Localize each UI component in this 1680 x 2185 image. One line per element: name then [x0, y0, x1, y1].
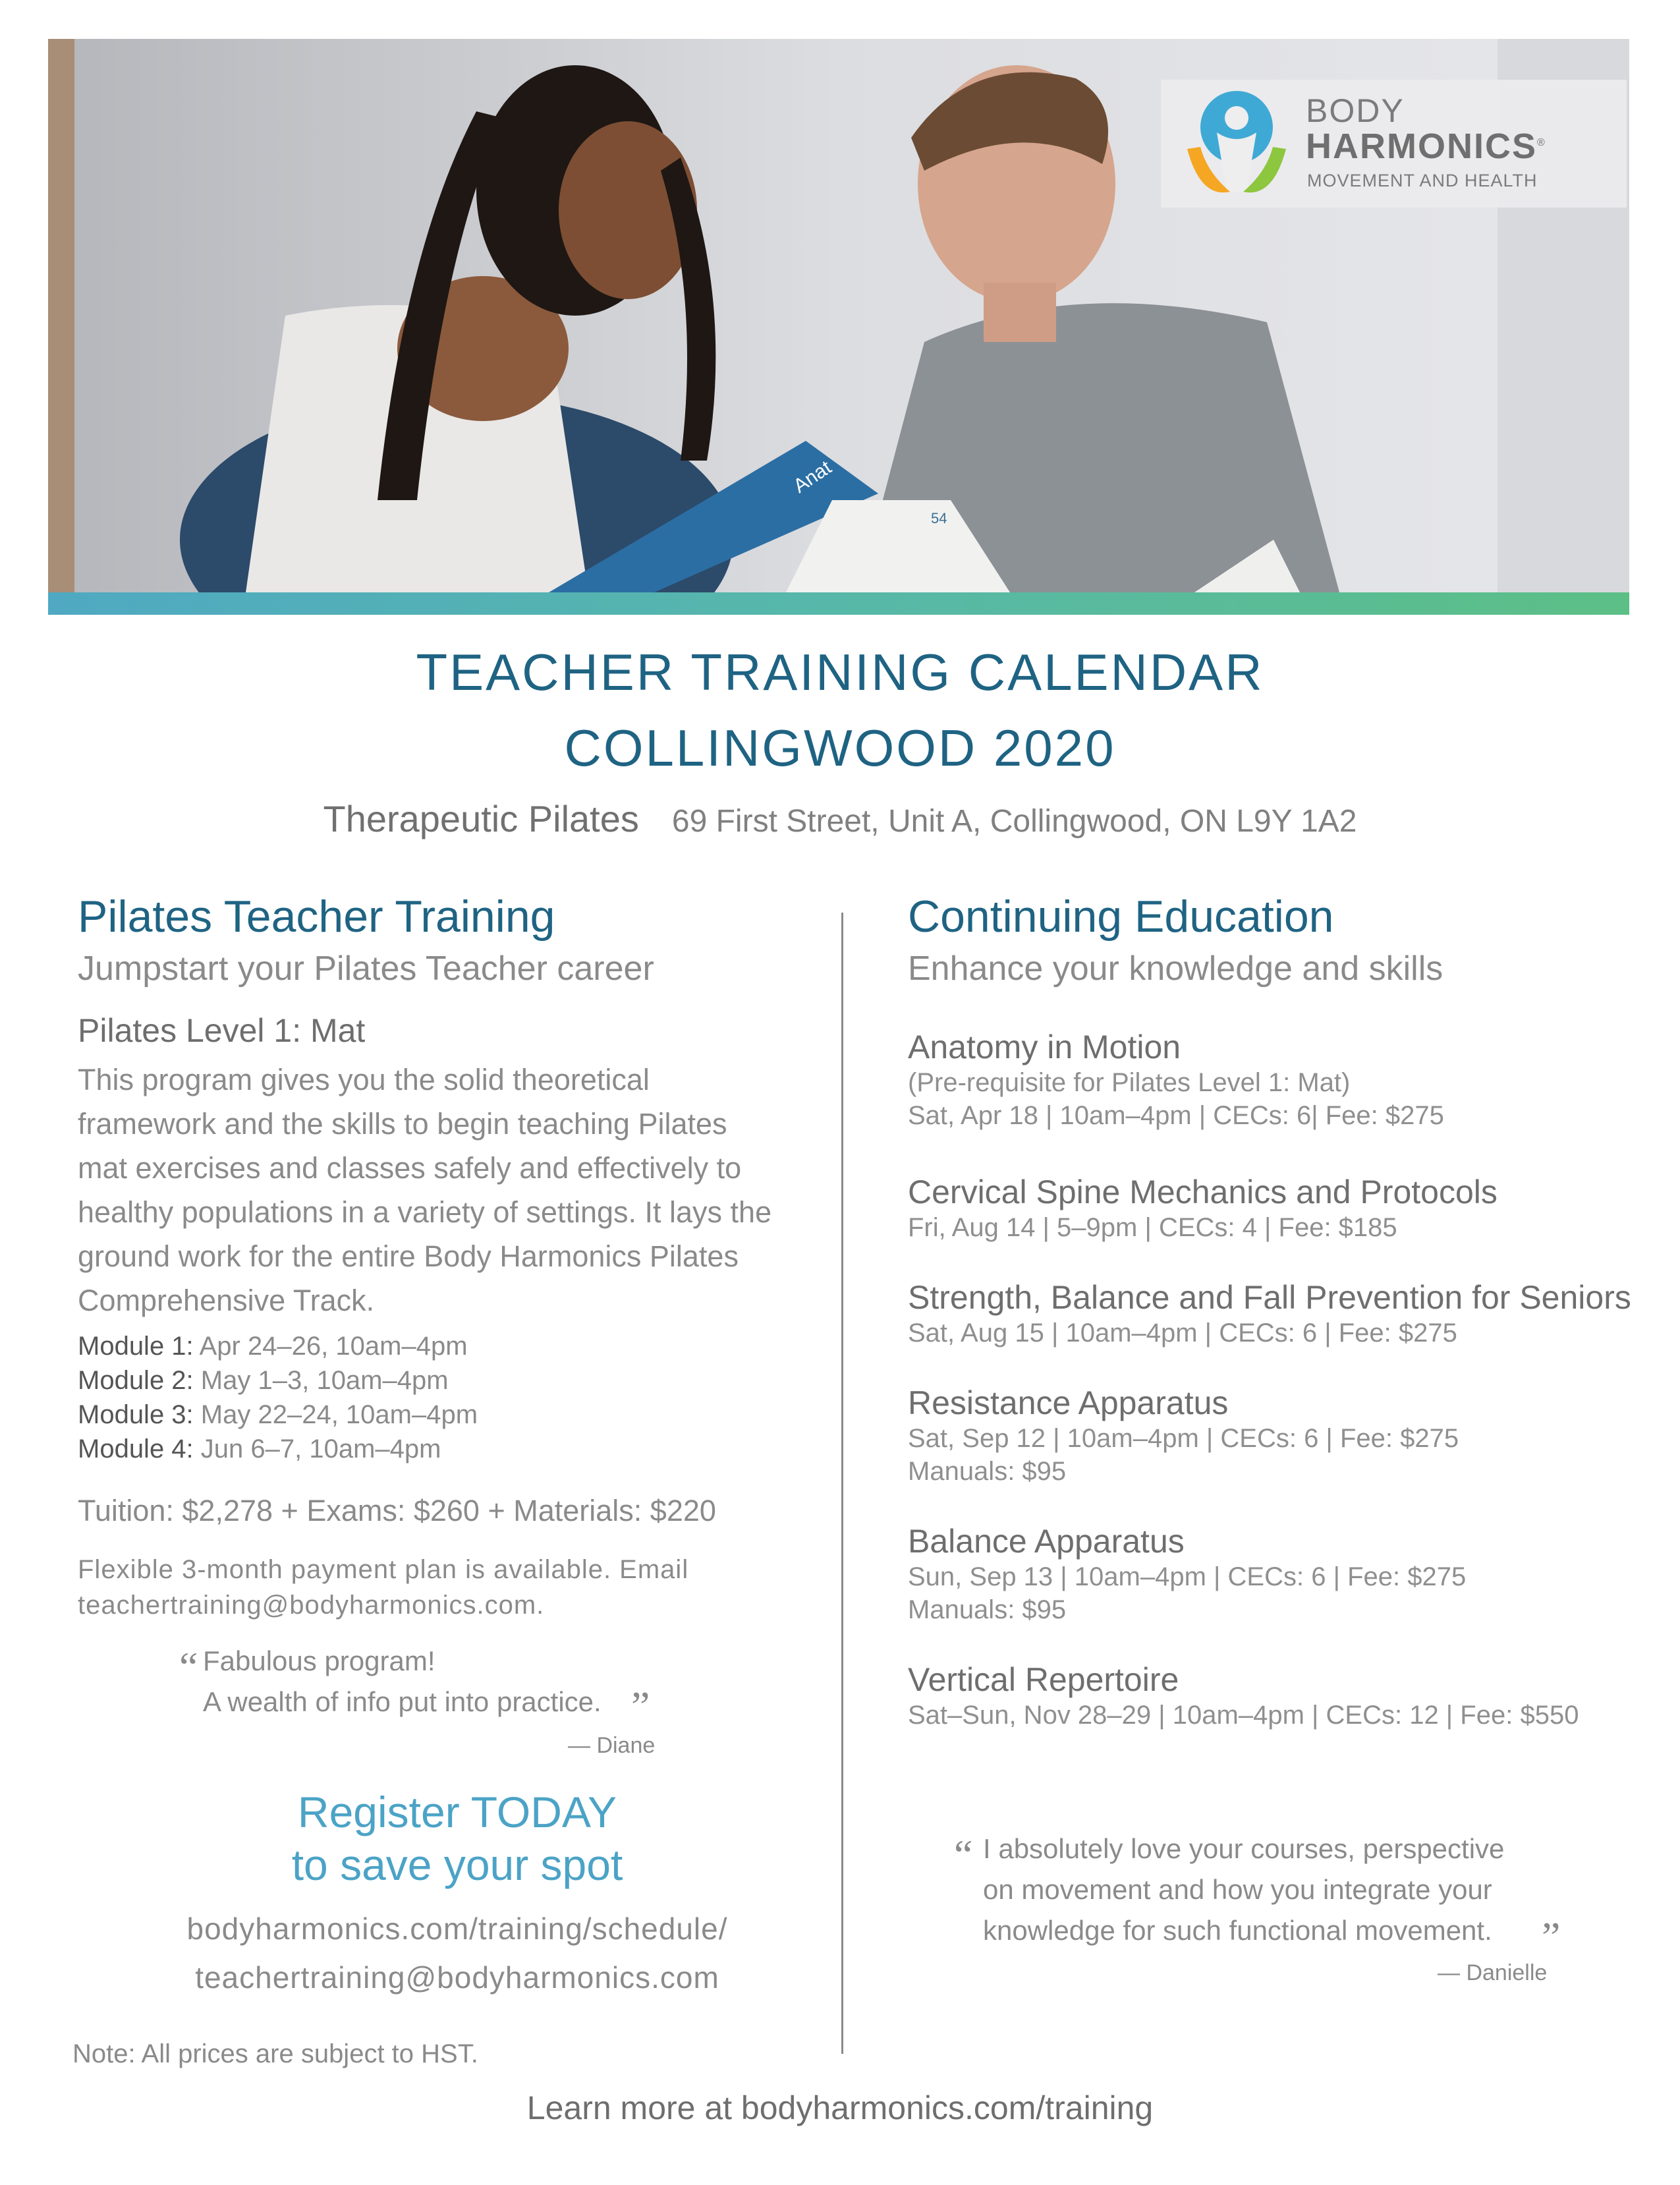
description-line: healthy populations in a variety of settings. It lays the — [78, 1195, 772, 1229]
module-item — [78, 1363, 478, 1398]
logo — [1161, 80, 1627, 208]
left-section-tagline: Jumpstart your Pilates Teacher career — [78, 950, 654, 988]
course-title: Pilates Level 1: Mat — [78, 1012, 366, 1049]
close-quote-mark: ” — [631, 1683, 650, 1730]
description-line: Comprehensive Track. — [78, 1284, 375, 1317]
module-item — [78, 1329, 478, 1363]
course-item — [908, 1173, 1498, 1244]
course-item — [908, 1028, 1444, 1132]
quote-line: on movement and how you integrate your — [983, 1874, 1492, 1905]
course-item-title: Balance Apparatus — [908, 1523, 1185, 1560]
register-cta-line2: to save your spot — [291, 1840, 623, 1889]
module-label: Module 2: — [78, 1366, 194, 1395]
page-title-line2: COLLINGWOOD 2020 — [564, 719, 1116, 777]
price-note: Note: All prices are subject to HST. — [72, 2039, 478, 2068]
course-item — [908, 1278, 1631, 1349]
logo-harmonics-text: HARMONICS — [1306, 127, 1537, 166]
book-page-number: 54 — [931, 510, 947, 526]
course-item-title: Vertical Repertoire — [908, 1661, 1179, 1698]
course-item-title: Resistance Apparatus — [908, 1384, 1229, 1421]
module-dates: Jun 6–7, 10am–4pm — [200, 1434, 441, 1463]
left-section-heading: Pilates Teacher Training — [78, 892, 555, 942]
payment-plan-text — [78, 1552, 688, 1623]
module-label: Module 4: — [78, 1434, 194, 1463]
course-item — [908, 1384, 1459, 1488]
logo-line2 — [1306, 126, 1546, 167]
module-dates: Apr 24–26, 10am–4pm — [199, 1332, 468, 1361]
quote-line: Fabulous program! — [203, 1645, 435, 1676]
register-cta-line1: Register TODAY — [297, 1788, 617, 1836]
studio-name: Therapeutic Pilates — [323, 798, 639, 839]
module-label: Module 1: — [78, 1332, 194, 1361]
column-divider — [841, 913, 843, 2054]
footer-learn-more[interactable]: Learn more at bodyharmonics.com/training — [526, 2089, 1154, 2126]
course-item-title: Cervical Spine Mechanics and Protocols — [908, 1174, 1498, 1210]
book-title-text: Anat — [789, 456, 836, 497]
payment-plan-email: teachertraining@bodyharmonics.com. — [78, 1591, 545, 1620]
quote-line: knowledge for such functional movement. — [983, 1915, 1492, 1946]
location-subline — [0, 797, 1680, 840]
quote-line: A wealth of info put into practice. — [203, 1686, 602, 1717]
quote-author: — Diane — [568, 1733, 656, 1758]
module-dates: May 22–24, 10am–4pm — [200, 1400, 478, 1429]
hero-accent-stripe — [48, 592, 1629, 615]
course-item-detail: Manuals: $95 — [908, 1595, 1067, 1624]
course-item — [908, 1522, 1466, 1626]
course-item-detail: Sun, Sep 13 | 10am–4pm | CECs: 6 | Fee: $275 — [908, 1562, 1467, 1591]
page-title-line1: TEACHER TRAINING CALENDAR — [416, 643, 1264, 701]
course-description — [78, 1058, 822, 1322]
testimonial-quote — [983, 1829, 1504, 1951]
module-item — [78, 1398, 478, 1432]
module-item — [78, 1432, 478, 1466]
email-link[interactable]: teachertraining@bodyharmonics.com — [195, 1960, 719, 1995]
course-item — [908, 1660, 1579, 1732]
course-item-title: Strength, Balance and Fall Prevention for Seniors — [908, 1279, 1631, 1316]
testimonial-quote — [203, 1641, 602, 1722]
open-quote-mark: “ — [179, 1643, 198, 1690]
course-item-detail: Sat, Sep 12 | 10am–4pm | CECs: 6 | Fee: $275 — [908, 1424, 1459, 1453]
module-list — [78, 1329, 478, 1466]
course-item-detail: (Pre-requisite for Pilates Level 1: Mat) — [908, 1068, 1351, 1097]
module-label: Module 3: — [78, 1400, 194, 1429]
right-section-tagline: Enhance your knowledge and skills — [908, 950, 1443, 988]
course-item-detail: Manuals: $95 — [908, 1457, 1067, 1486]
course-item-detail: Sat, Aug 15 | 10am–4pm | CECs: 6 | Fee: $275 — [908, 1319, 1457, 1348]
studio-address: 69 First Street, Unit A, Collingwood, ON L9Y 1A2 — [671, 804, 1357, 839]
registered-mark: ® — [1537, 137, 1546, 148]
description-line: ground work for the entire Body Harmonics Pilates — [78, 1239, 739, 1273]
schedule-link[interactable]: bodyharmonics.com/training/schedule/ — [186, 1912, 728, 1946]
course-item-detail: Sat–Sun, Nov 28–29 | 10am–4pm | CECs: 12 | Fee: $550 — [908, 1701, 1579, 1730]
tuition-line: Tuition: $2,278 + Exams: $260 + Materials: $220 — [78, 1494, 716, 1527]
close-quote-mark: ” — [1542, 1914, 1561, 1960]
course-item-detail: Fri, Aug 14 | 5–9pm | CECs: 4 | Fee: $185 — [908, 1213, 1397, 1242]
module-dates: May 1–3, 10am–4pm — [200, 1366, 449, 1395]
right-section-heading: Continuing Education — [908, 892, 1334, 942]
description-line: framework and the skills to begin teaching Pilates — [78, 1107, 727, 1141]
course-item-title: Anatomy in Motion — [908, 1029, 1181, 1065]
logo-line3: MOVEMENT AND HEALTH — [1307, 171, 1538, 190]
open-quote-mark: “ — [954, 1831, 973, 1878]
payment-plan-line: Flexible 3-month payment plan is available. Email — [78, 1555, 689, 1584]
person-figure-icon — [1181, 86, 1293, 198]
logo-line1: BODY — [1306, 92, 1405, 129]
quote-author: — Danielle — [1438, 1960, 1548, 1985]
description-line: This program gives you the solid theoretical — [78, 1063, 650, 1096]
description-line: mat exercises and classes safely and effectively to — [78, 1151, 742, 1185]
quote-line: I absolutely love your courses, perspective — [983, 1833, 1505, 1864]
course-item-detail: Sat, Apr 18 | 10am–4pm | CECs: 6| Fee: $275 — [908, 1101, 1444, 1130]
